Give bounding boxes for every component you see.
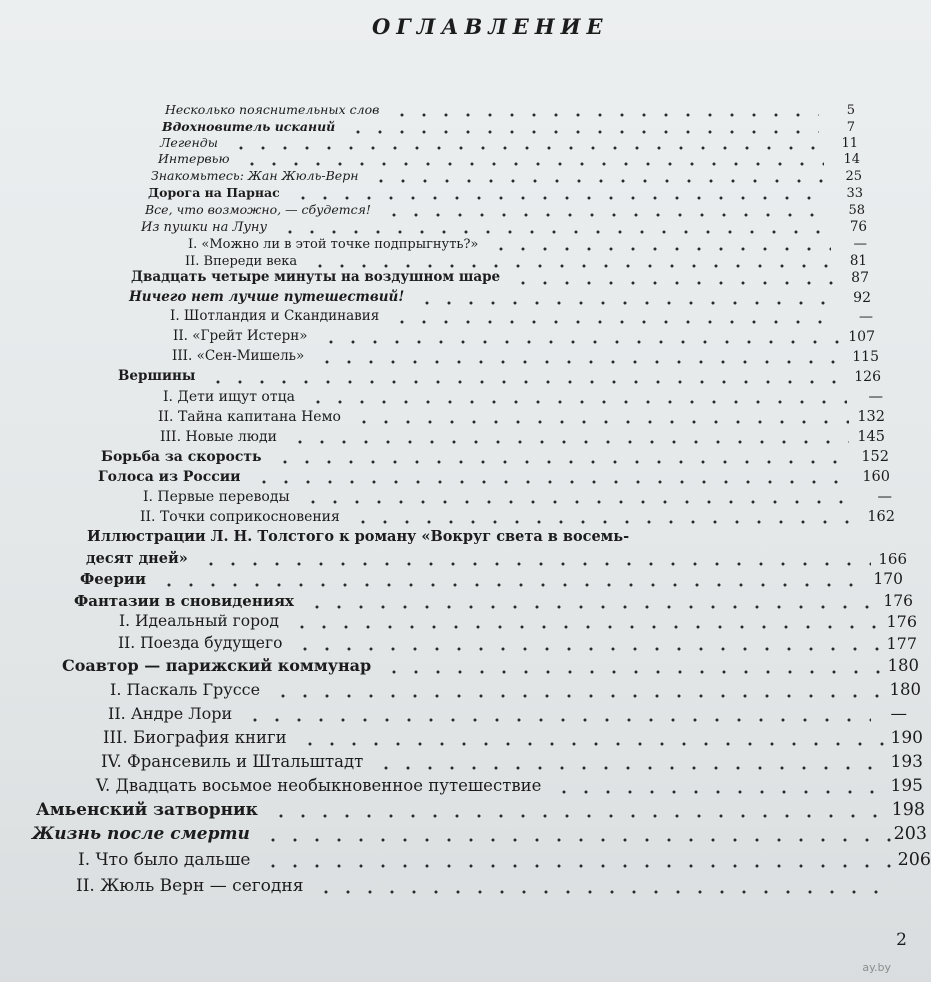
toc-entry (0, 850, 931, 876)
toc-dot-leader (241, 162, 824, 166)
toc-entry-page: — (853, 236, 867, 252)
toc-entry-page: 115 (852, 349, 879, 365)
toc-entry-title: десят дней» (86, 550, 188, 567)
toc-entry-title: Феерии (80, 570, 147, 588)
toc-dot-leader (347, 130, 819, 134)
toc-dot-leader (299, 742, 887, 746)
toc-entry-page: 76 (849, 219, 867, 235)
toc-entry-title: Двадцать четыре минуты на воздушном шаре (131, 269, 501, 285)
toc-entry-title: II. Точки соприкосновения (140, 509, 340, 525)
toc-dot-leader (289, 440, 849, 444)
toc-entry (0, 800, 925, 826)
toc-dot-leader (253, 480, 854, 484)
toc-entry-title: II. Впереди века (185, 254, 298, 269)
toc-entry-page: 195 (890, 776, 923, 796)
toc-entry-title: III. Новые люди (160, 429, 277, 445)
toc-dot-leader (306, 605, 877, 609)
toc-dot-leader (370, 179, 826, 183)
toc-entry-title: I. Шотландия и Скандинавия (170, 308, 380, 324)
toc-entry-title: Все, что возможно, — сбудется! (145, 202, 371, 217)
toc-dot-leader (375, 766, 887, 770)
toc-entry-title: III. «Сен-Мишель» (172, 348, 305, 364)
toc-entry-title: Иллюстрации Л. Н. Толстого к роману «Вокруг света в восемь- (87, 528, 630, 545)
toc-dot-leader (291, 625, 881, 629)
toc-dot-leader (309, 264, 831, 268)
toc-entry-title: Интервью (158, 151, 230, 166)
toc-entry-page: — (877, 489, 892, 505)
toc-entry-page: 58 (848, 203, 865, 218)
toc-entry-title: I. Идеальный город (119, 612, 279, 630)
toc-dot-leader (207, 380, 845, 384)
toc-entry-title: Вершины (118, 368, 196, 384)
toc-dot-leader (302, 500, 856, 504)
toc-entry-title: Жизнь после смерти (32, 824, 250, 844)
toc-entry-page: 180 (889, 680, 921, 699)
toc-entry-page: 180 (887, 656, 919, 675)
toc-entry-page: 33 (846, 186, 863, 201)
toc-entry-title: Из пушки на Луну (141, 220, 267, 235)
toc-entry-title: Дорога на Парнас (148, 185, 280, 200)
toc-entry-page: 190 (890, 728, 923, 748)
toc-entry-page: 206 (897, 850, 931, 870)
toc-entry-title: I. Паскаль Груссе (110, 680, 261, 699)
toc-dot-leader (352, 520, 859, 524)
toc-entry-title: I. Что было дальше (78, 850, 251, 870)
toc-entry-page: 198 (891, 800, 925, 820)
toc-entry-page: 193 (890, 752, 923, 772)
toc-entry-page: 176 (883, 592, 913, 610)
toc-dot-leader (383, 670, 883, 674)
toc-dot-leader (316, 360, 843, 364)
toc-entry-title: II. Тайна капитана Немо (158, 409, 341, 425)
toc-entry-page: 160 (862, 469, 890, 485)
toc-entry-title: Легенды (160, 135, 218, 150)
toc-entry-title: Фантазии в сновидениях (74, 592, 294, 610)
toc-dot-leader (262, 838, 891, 842)
footer-page-number: 2 (896, 930, 907, 950)
toc-entry-title: Борьба за скорость (101, 449, 262, 465)
toc-entry-title: Голоса из России (98, 469, 241, 485)
toc-entry (0, 680, 921, 706)
toc-entry-page: 14 (843, 152, 860, 167)
toc-entry (0, 776, 923, 802)
toc-entry-page: 162 (867, 509, 895, 525)
toc-entry-title: Знакомьтесь: Жан Жюль-Верн (151, 168, 359, 183)
toc-entry-page: 81 (849, 253, 867, 269)
toc-dot-leader (200, 562, 871, 566)
toc-entry-page: 11 (841, 136, 858, 151)
toc-dot-leader (391, 113, 819, 117)
toc-dot-leader (512, 281, 833, 285)
toc-entry-page: 166 (878, 550, 907, 568)
toc-entry (0, 728, 923, 754)
toc-entry-page: 5 (846, 103, 855, 118)
toc-dot-leader (553, 790, 887, 794)
toc-entry-page: 25 (845, 169, 862, 184)
toc-dot-leader (353, 420, 849, 424)
toc-entry-title: II. «Грейт Истерн» (173, 328, 308, 344)
toc-entry-page: — (868, 389, 883, 405)
toc-dot-leader (383, 213, 829, 217)
toc-dot-leader (315, 890, 880, 894)
toc-dot-leader (230, 146, 822, 150)
toc-dot-leader (416, 301, 835, 305)
toc-entry-title: IV. Франсевиль и Штальштадт (101, 752, 364, 771)
toc-dot-leader (391, 320, 837, 324)
toc-entry-page: 87 (851, 270, 869, 286)
toc-entry-title: Ничего нет лучше путешествий! (129, 289, 405, 305)
toc-entry-page: 203 (893, 824, 927, 844)
page-title: ОГЛАВЛЕНИЕ (372, 14, 609, 39)
toc-entry-page: 107 (848, 329, 875, 345)
toc-dot-leader (490, 247, 831, 251)
toc-dot-leader (158, 583, 867, 587)
toc-entry-title: V. Двадцать восьмое необыкновенное путешествие (96, 776, 542, 795)
toc-entry-title: II. Жюль Верн — сегодня (76, 876, 304, 896)
toc-dot-leader (279, 230, 831, 234)
toc-dot-leader (244, 718, 871, 722)
toc-entry-page: 170 (873, 570, 903, 588)
toc-entry-page: — (890, 704, 907, 723)
toc-dot-leader (274, 460, 853, 464)
toc-entry-title: Несколько пояснительных слов (165, 102, 380, 117)
toc-entry-title: Вдохновитель исканий (162, 119, 336, 134)
toc-entry-page: 126 (854, 369, 881, 385)
toc-entry-page: 177 (886, 634, 917, 653)
toc-dot-leader (294, 647, 881, 651)
toc-entry-page: 7 (846, 120, 855, 135)
toc-entry-title: I. Первые переводы (143, 489, 290, 505)
toc-entry-title: II. Поезда будущего (118, 634, 283, 652)
toc-dot-leader (270, 814, 889, 818)
toc-entry-page: 132 (857, 409, 885, 425)
toc-entry-title: Амьенский затворник (36, 800, 258, 820)
toc-dot-leader (272, 694, 885, 698)
watermark: ay.by (862, 961, 891, 974)
toc-entry-title: Соавтор — парижский коммунар (62, 656, 372, 675)
toc-dot-leader (307, 400, 847, 404)
toc-dot-leader (262, 864, 895, 868)
toc-entry-page: — (859, 309, 873, 325)
toc-entry-title: II. Андре Лори (108, 704, 233, 723)
toc-dot-leader (292, 196, 827, 200)
toc-entry-title: III. Биография книги (103, 728, 287, 747)
toc-entry-page: 92 (853, 290, 871, 306)
toc-dot-leader (320, 340, 839, 344)
toc-entry (0, 824, 927, 850)
toc-entry (0, 878, 905, 902)
toc-entry-page: 176 (886, 612, 917, 631)
toc-entry-title: I. Дети ищут отца (163, 389, 295, 405)
toc-entry (0, 706, 905, 730)
toc-entry-page: 152 (861, 449, 889, 465)
toc-entry (0, 656, 919, 682)
toc-entry (0, 752, 923, 778)
toc-entry-page: 145 (857, 429, 885, 445)
toc-entry-title: I. «Можно ли в этой точке подпрыгнуть?» (188, 237, 479, 252)
